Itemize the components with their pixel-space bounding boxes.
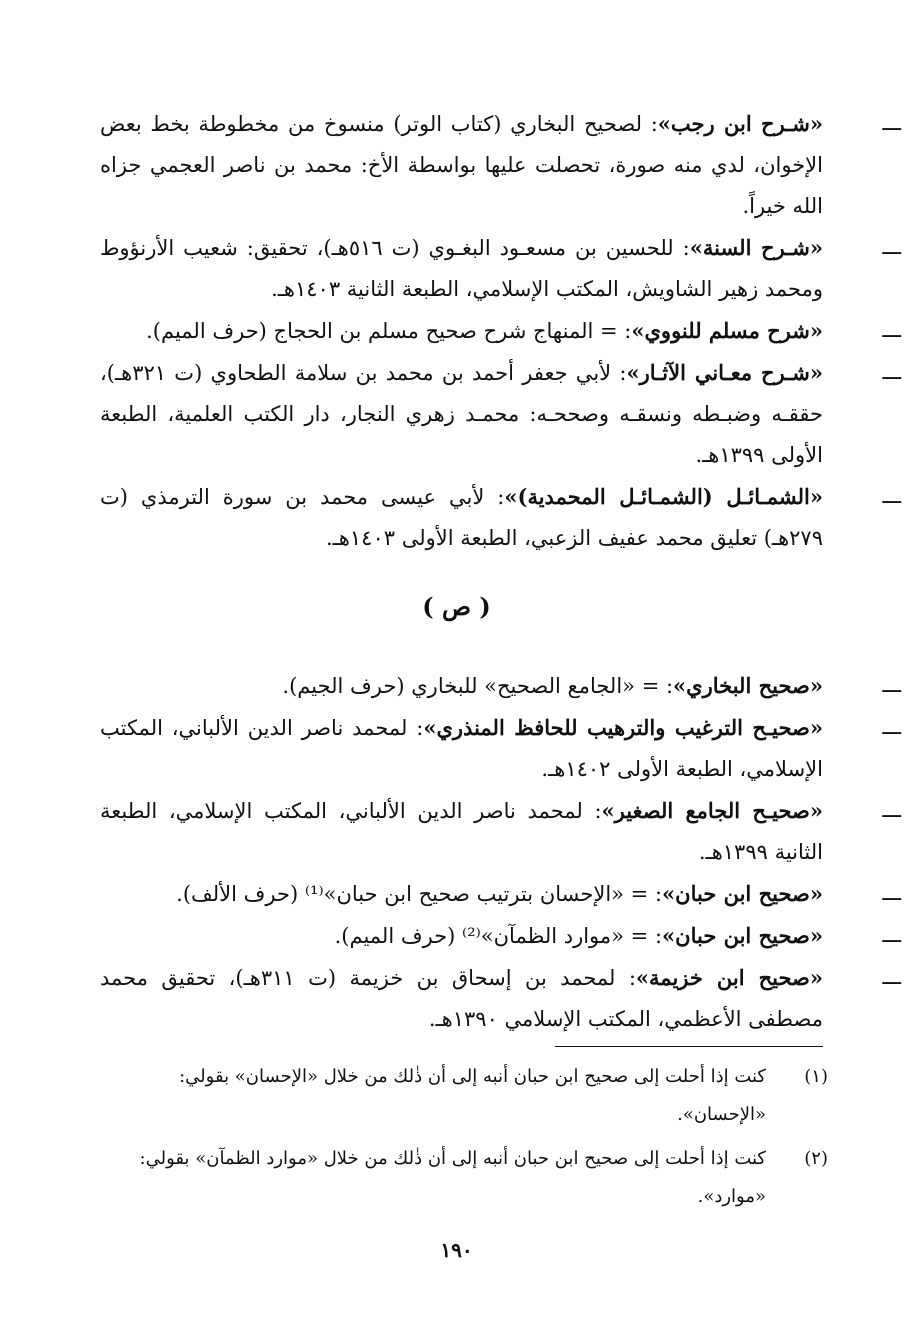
footnote: [100, 1140, 828, 1216]
entry-description: : = «الإحسان بترتيب صحيح ابن حبان»⁽¹⁾ (حرف الألف).: [176, 882, 663, 906]
entry-title: «صحيح البخاري»: [673, 673, 823, 698]
bibliography-entry: [100, 873, 901, 915]
entry-description: : لصحيح البخاري (كتاب الوتر) منسوخ من مخطوطة بخط بعض الإخوان، لدي منه صورة، تحصلت عليها بواسطة الأخ: محمد بن ناصر العجمي جزاه الله خيراً.: [100, 112, 823, 218]
entry-description: : = المنهاج شرح صحيح مسلم بن الحجاج (حرف الميم).: [146, 319, 632, 343]
footnote-text: كنت إذا أحلت إلى صحيح ابن حبان أنبه إلى أن ذٰلك من خلال «موارد الظمآن» بقولي: «موارد».: [139, 1148, 766, 1207]
entry-title: «صحيح ابن حبان»: [662, 881, 823, 906]
entry-dash: ـــ: [882, 318, 901, 342]
entries-section-sad: [100, 665, 901, 1040]
entry-description: : لمحمد ناصر الدين الألباني، المكتب الإسلامي، الطبعة الثانية ١٣٩٩هـ.: [100, 799, 823, 864]
bibliography-entry: [100, 665, 901, 707]
entry-dash: ـــ: [882, 965, 901, 989]
entry-dash: ـــ: [882, 715, 901, 739]
bibliography-entry: [100, 227, 901, 310]
entry-description: : = «الجامع الصحيح» للبخاري (حرف الجيم).: [282, 674, 674, 698]
entry-title: «الشمـائـل (الشمـائـل المحمدية)»: [504, 484, 824, 509]
bibliography-entry: [100, 915, 901, 957]
entry-title: «شـرح معـاني الآثـار»: [626, 360, 824, 385]
entry-dash: ـــ: [882, 673, 901, 697]
entry-dash: ـــ: [882, 111, 901, 135]
entry-dash: ـــ: [882, 923, 901, 947]
entry-dash: ـــ: [882, 360, 901, 384]
bibliography-entry: [100, 790, 901, 873]
entries-section-sh: [100, 103, 901, 559]
entry-title: «صحيـح الترغيب والترهيب للحافظ المنذري»: [423, 715, 823, 740]
footnote-divider: [555, 1046, 823, 1047]
footnote-text: كنت إذا أحلت إلى صحيح ابن حبان أنبه إلى أن ذٰلك من خلال «الإحسان» بقولي: «الإحسان».: [179, 1066, 766, 1125]
entry-title: «صحيـح الجامع الصغير»: [601, 798, 823, 823]
entry-title: «شرح مسلم للنووي»: [631, 318, 823, 343]
entry-dash: ـــ: [882, 881, 901, 905]
entry-description: : لأبي جعفر أحمد بن محمد بن سلامة الطحاوي (ت ٣٢١هـ)، حققـه وضبـطه ونسقـه وصححـه: محمـد زهري النجار، دار الكتب العلمية، الطبعة الأولى ١٣٩٩هـ.: [100, 361, 823, 467]
entry-dash: ـــ: [882, 798, 901, 822]
footnote-number: (٢): [804, 1148, 828, 1169]
bibliography-entry: [100, 310, 901, 352]
bibliography-entry: [100, 957, 901, 1040]
entry-description: : للحسين بن مسعـود البغـوي (ت ٥١٦هـ)، تحقيق: شعيب الأرنؤوط ومحمد زهير الشاويش، المكتب الإسلامي، الطبعة الثانية ١٤٠٣هـ.: [100, 236, 823, 301]
section-heading: ( ص ): [422, 592, 491, 621]
entry-description: : لأبي عيسى محمد بن سورة الترمذي (ت ٢٧٩هـ) تعليق محمد عفيف الزعبي، الطبعة الأولى ١٤٠٣هـ.: [100, 485, 823, 550]
bibliography-entry: [100, 103, 901, 227]
footnote: [100, 1058, 828, 1134]
entry-dash: ـــ: [882, 484, 901, 508]
entry-title: «صحيح ابن خزيمة»: [635, 965, 823, 990]
footnote-number: (١): [804, 1066, 828, 1087]
entry-title: «صحيح ابن حبان»: [662, 923, 823, 948]
entry-description: : لمحمد ناصر الدين الألباني، المكتب الإسلامي، الطبعة الأولى ١٤٠٢هـ.: [100, 716, 823, 781]
bibliography-entry: [100, 707, 901, 790]
entry-description: : = «موارد الظمآن»⁽²⁾ (حرف الميم).: [334, 924, 663, 948]
entry-title: «شـرح السنة»: [689, 235, 823, 260]
entry-description: : لمحمد بن إسحاق بن خزيمة (ت ٣١١هـ)، تحقيق محمد مصطفى الأعظمي، المكتب الإسلامي ١٣٩٠هـ.: [100, 966, 823, 1031]
footnotes: [100, 1058, 828, 1222]
entry-dash: ـــ: [882, 235, 901, 259]
page-number: ١٩٠: [440, 1238, 473, 1262]
entry-title: «شـرح ابن رجب»: [657, 111, 824, 136]
bibliography-entry: [100, 352, 901, 476]
bibliography-entry: [100, 476, 901, 559]
